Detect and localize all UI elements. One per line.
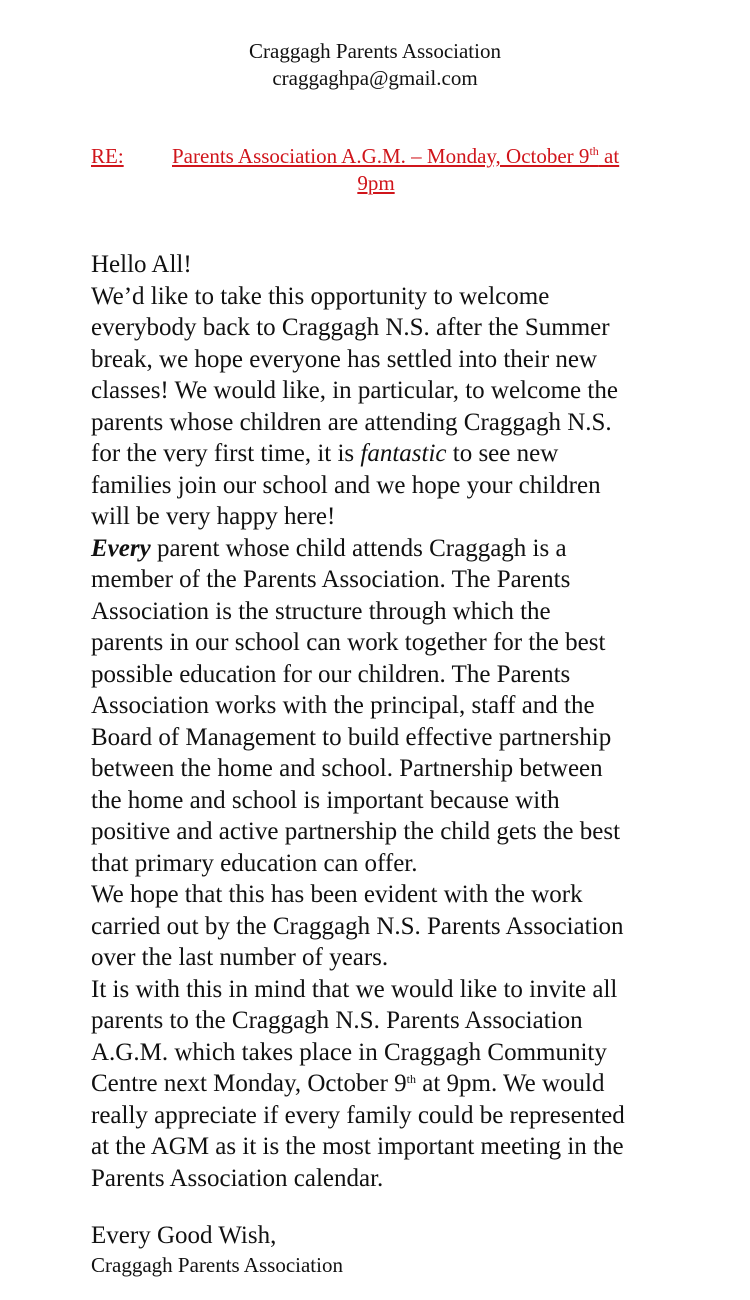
body-line: break, we hope everyone has settled into their new [91,345,598,373]
body-text-segment: at 9pm. We would [416,1070,605,1097]
subject-text [172,143,662,197]
body-line: We hope that this has been evident with the work [91,881,583,908]
body-line: families join our school and we hope your children [91,471,601,499]
body-line: possible education for our children. The Parents [91,660,571,688]
organization-email: craggaghpa@gmail.com [272,66,478,90]
subject-line1-text: Parents Association A.G.M. – Monday, October 9 [172,144,590,168]
body-line: really appreciate if every family could be represented [91,1101,625,1129]
emphasis-fantastic: fantastic [360,440,447,467]
body-line: positive and active partnership the child gets the best [91,818,621,845]
subject-line1 [172,144,619,168]
signature: Craggagh Parents Association [91,1253,343,1277]
body-text-segment: parent whose child attends Craggagh is a [150,534,567,562]
body-line: carried out by the Craggagh N.S. Parents Association [91,912,624,940]
body-line: Parents Association calendar. [91,1164,384,1192]
greeting: Hello All! [91,251,192,278]
closing-salutation: Every Good Wish, [91,1222,277,1249]
letter-body [91,249,671,1194]
body-line: everybody back to Craggagh N.S. after the Summer [91,314,610,341]
body-line: It is with this in mind that we would like to invite all [91,975,618,1003]
subject-line2: 9pm [357,171,395,195]
body-line [91,533,671,565]
letterhead [0,38,750,92]
emphasis-every: Every [91,534,151,562]
body-line [91,1068,671,1100]
body-line: that primary education can offer. [91,849,418,877]
ordinal-suffix: th [589,144,599,158]
body-line: classes! We would like, in particular, to welcome the [91,377,618,404]
body-line: over the last number of years. [91,944,389,971]
body-text-segment: to see new [446,440,559,467]
subject-line1-tail: at [598,144,620,168]
body-line: We’d like to take this opportunity to welcome [91,282,550,310]
body-line: parents whose children are attending Craggagh N.S. [91,408,612,436]
ordinal-suffix: th [406,1072,416,1086]
body-line: Board of Management to build effective partnership [91,723,612,751]
subject-label: RE: [91,144,124,168]
body-text-segment: for the very first time, it is [91,440,361,467]
body-line: Association works with the principal, staff and the [91,692,595,719]
body-line: A.G.M. which takes place in Craggagh Community [91,1038,607,1066]
body-line: Association is the structure through which the [91,597,551,625]
body-line [91,438,671,470]
body-line: the home and school is important because with [91,786,560,814]
organization-name: Craggagh Parents Association [249,39,501,63]
body-line: parents to the Craggagh N.S. Parents Association [91,1007,583,1034]
body-text-segment: Centre next Monday, October 9 [91,1070,407,1097]
body-line: parents in our school can work together for the best [91,629,606,656]
body-line: at the AGM as it is the most important meeting in the [91,1133,624,1160]
body-line: between the home and school. Partnership between [91,755,603,782]
body-line: will be very happy here! [91,503,336,530]
body-line: member of the Parents Association. The Parents [91,566,571,593]
